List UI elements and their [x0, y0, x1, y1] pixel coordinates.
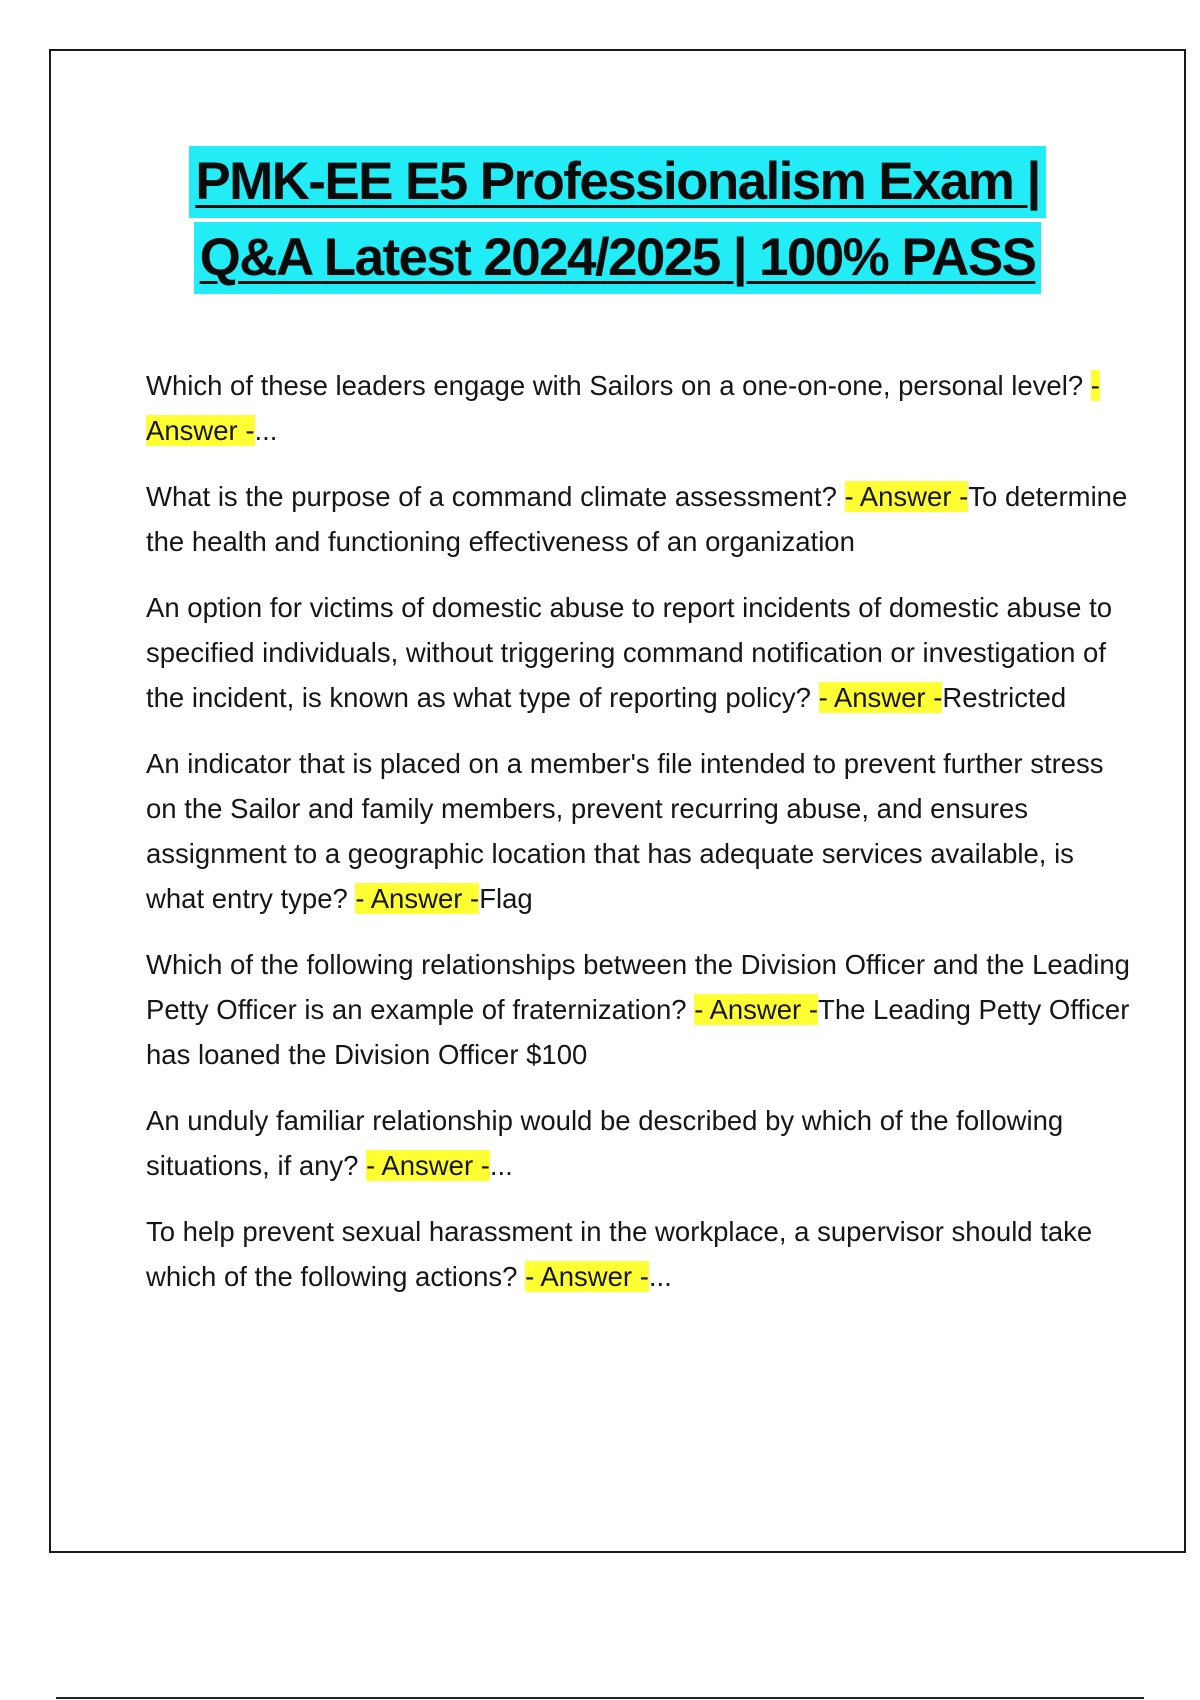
qa-item [146, 363, 1136, 453]
title-line-2: Q&A Latest 2024/2025 | 100% PASS [194, 222, 1042, 294]
answer-text: To determine the health and functioning effectiveness of an organization [146, 481, 1128, 557]
question-text: An option for victims of domestic abuse to report incidents of domestic abuse to specified individuals, without triggering command notification or investigation of the incident, is known as what type of reporting policy? [146, 592, 1113, 713]
answer-marker: - Answer - [366, 1150, 490, 1181]
answer-marker: - Answer - [355, 883, 480, 914]
qa-item [146, 741, 1136, 921]
qa-item [146, 585, 1136, 720]
qa-list [146, 363, 1136, 1320]
answer-text: The Leading Petty Officer has loaned the Division Officer $100 [146, 994, 1130, 1070]
answer-text: ... [254, 415, 278, 446]
question-text: Which of these leaders engage with Sailors on a one-on-one, personal level? [146, 370, 1091, 401]
bottom-divider [56, 1697, 1144, 1699]
answer-text: ... [489, 1150, 513, 1181]
answer-marker: - Answer - [694, 994, 819, 1025]
question-text: An unduly familiar relationship would be described by which of the following situations, if any? [146, 1105, 1064, 1181]
question-text: To help prevent sexual harassment in the workplace, a supervisor should take which of the following actions? [146, 1216, 1093, 1292]
question-text: Which of the following relationships between the Division Officer and the Leading Petty Officer is an example of fraternization? [146, 949, 1130, 1025]
qa-item [146, 1098, 1136, 1188]
qa-item [146, 1209, 1136, 1299]
page-frame [49, 49, 1186, 1553]
qa-item [146, 474, 1136, 564]
question-text: An indicator that is placed on a member's file intended to prevent further stress on the Sailor and family members, prevent recurring abuse, and ensures assignment to a geographic location that has adequate services available, is what entry type? [146, 748, 1104, 914]
answer-text: ... [648, 1261, 672, 1292]
answer-marker: - Answer - [818, 682, 943, 713]
answer-text: Flag [479, 883, 533, 914]
answer-marker: - Answer - [146, 370, 1100, 446]
qa-item [146, 942, 1136, 1077]
question-text: What is the purpose of a command climate assessment? [146, 481, 845, 512]
document-title [51, 146, 1184, 298]
answer-marker: - Answer - [844, 481, 969, 512]
answer-marker: - Answer - [525, 1261, 649, 1292]
answer-text: Restricted [942, 682, 1067, 713]
title-line-1: PMK-EE E5 Professionalism Exam | [189, 146, 1045, 218]
